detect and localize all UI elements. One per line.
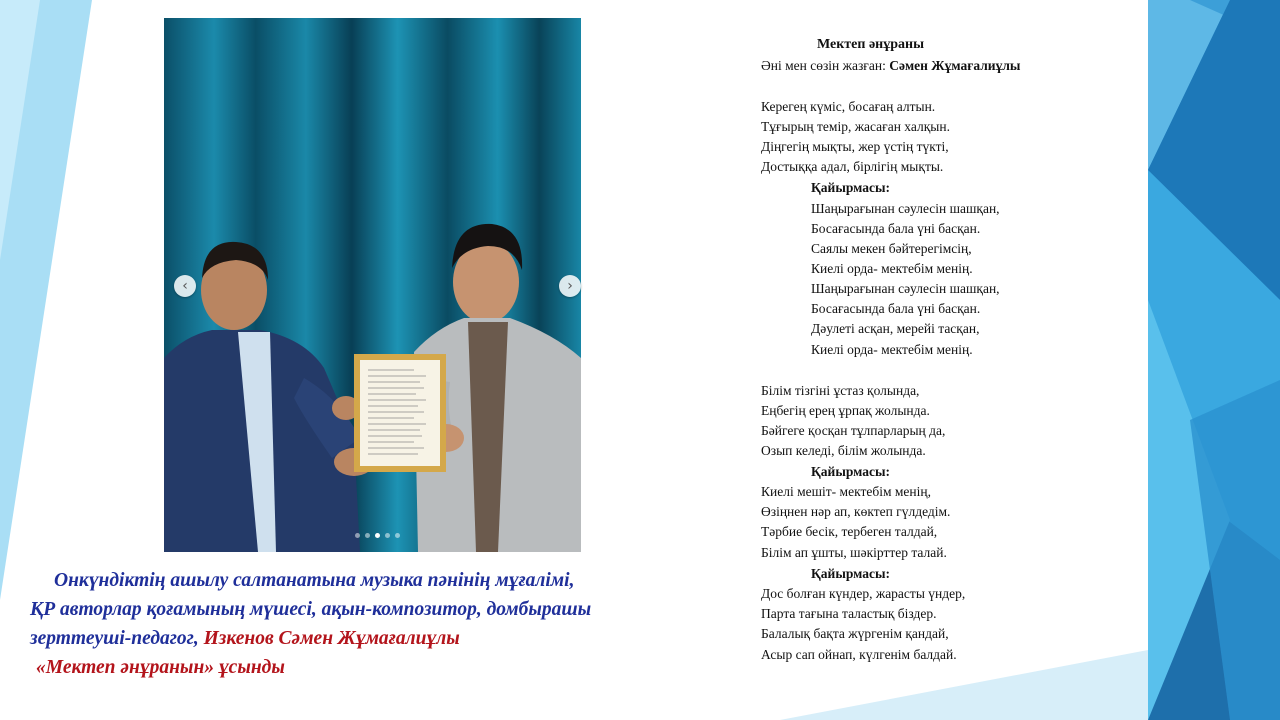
- refrain-line: Шаңырағынан сәулесін шашқан,: [811, 281, 1000, 296]
- verse-line: Білім ап ұшты, шәкірттер талай.: [761, 545, 947, 560]
- caption-line: [30, 624, 750, 653]
- verse-line: Білім тізгіні ұстаз қолында,: [761, 383, 920, 398]
- verse-line: Керегең күміс, босағаң алтын.: [761, 99, 936, 114]
- ceremony-photo: [164, 18, 581, 552]
- chevron-left-icon[interactable]: ‹: [174, 275, 196, 297]
- author-name: Сәмен Жұмағалиұлы: [889, 58, 1021, 73]
- refrain-label: Қайырмасы:: [811, 464, 891, 479]
- verse-line: Еңбегің ерең ұрпақ жолында.: [761, 403, 930, 418]
- verse-line: Тұғырың темір, жасаған халқын.: [761, 119, 950, 134]
- carousel-pagination: [355, 533, 400, 538]
- anthem-title: Мектеп әнұраны: [817, 37, 925, 52]
- anthem-author: [761, 58, 1020, 74]
- refrain-label: Қайырмасы:: [811, 180, 891, 195]
- caption-author-name: Изкенов Сәмен Жұмағалиұлы: [203, 628, 460, 649]
- verse-line: Бәйгеге қосқан тұлпарларың да,: [761, 423, 946, 438]
- refrain-line: Шаңырағынан сәулесін шашқан,: [811, 201, 1000, 216]
- caption-text: зерттеуші-педагог,: [30, 628, 204, 649]
- verse-line: Дос болған күндер, жарасты үндер,: [761, 586, 966, 601]
- verse-line: Тәрбие бесік, тербеген талдай,: [761, 524, 938, 539]
- refrain-line: Киелі орда- мектебім менің.: [811, 342, 973, 357]
- framed-anthem-certificate: [354, 354, 446, 472]
- chevron-right-icon[interactable]: ›: [559, 275, 581, 297]
- carousel-dot[interactable]: [365, 533, 370, 538]
- caption-line: «Мектеп әнұранын» ұсынды: [36, 657, 285, 678]
- carousel-dot[interactable]: [395, 533, 400, 538]
- photo-caption: [30, 566, 750, 682]
- refrain-line: Дәулеті асқан, мерейі тасқан,: [811, 321, 980, 336]
- caption-line: Онкүндіктің ашылу салтанатына музыка пәнінің мұғалімі,: [54, 570, 575, 591]
- verse-line: Парта тағына таластық біздер.: [761, 606, 937, 621]
- verse-line: Балалық бақта жүргенім қандай,: [761, 626, 949, 641]
- verse-line: Асыр сап ойнап, күлгенім балдай.: [761, 647, 957, 662]
- refrain-line: Киелі орда- мектебім менің.: [811, 261, 973, 276]
- verse-line: Озып келеді, білім жолында.: [761, 443, 926, 458]
- verse-line: Киелі мешіт- мектебім менің,: [761, 484, 931, 499]
- carousel-dot[interactable]: [385, 533, 390, 538]
- carousel-dot[interactable]: [355, 533, 360, 538]
- verse-line: Достыққа адал, бірлігің мықты.: [761, 159, 944, 174]
- refrain-line: Босағасында бала үні басқан.: [811, 221, 981, 236]
- caption-line: ҚР авторлар қоғамының мүшесі, ақын-композитор, домбырашы: [30, 599, 592, 620]
- refrain-label: Қайырмасы:: [811, 566, 891, 581]
- refrain-line: Босағасында бала үні басқан.: [811, 301, 981, 316]
- verse-line: Өзіңнен нәр ап, көктеп гүлдедім.: [761, 504, 951, 519]
- carousel-dot-active[interactable]: [375, 533, 380, 538]
- refrain-line: Саялы мекен бәйтерегімсің,: [811, 241, 972, 256]
- author-label: Әні мен сөзін жазған:: [761, 58, 890, 73]
- verse-line: Діңгегің мықты, жер үстің түкті,: [761, 139, 949, 154]
